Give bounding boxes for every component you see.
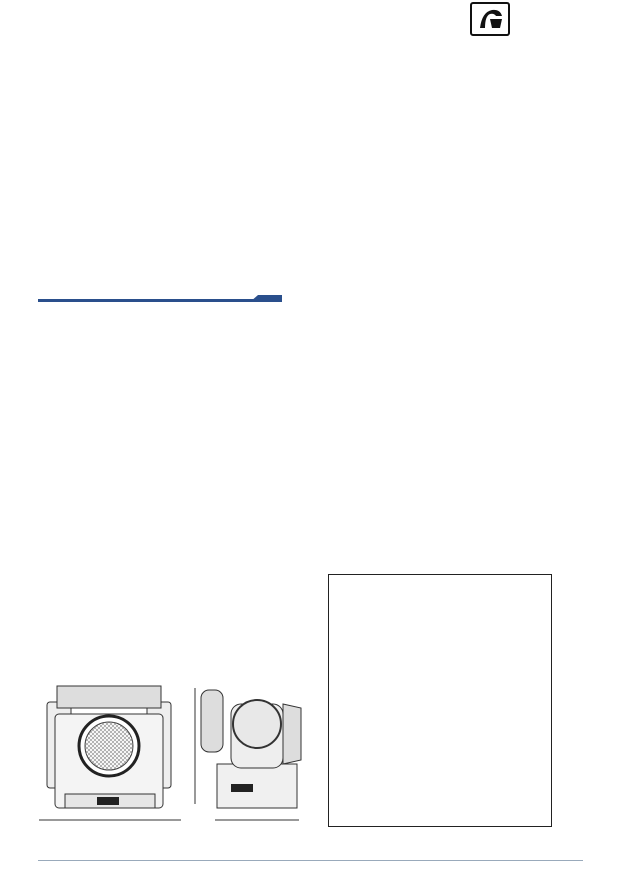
side-view-drawing: [201, 690, 301, 820]
specs-rule: [38, 299, 280, 302]
specs-rule-tab: [250, 295, 282, 302]
fixture-drawings: [35, 664, 325, 830]
front-view-drawing: [39, 686, 195, 820]
beam-diagrams: [318, 298, 598, 548]
brand-logo: [470, 2, 510, 36]
bridge-photo-banner: [0, 128, 620, 246]
footer-rule: [38, 860, 583, 861]
dmx-channel-table: [328, 574, 552, 827]
